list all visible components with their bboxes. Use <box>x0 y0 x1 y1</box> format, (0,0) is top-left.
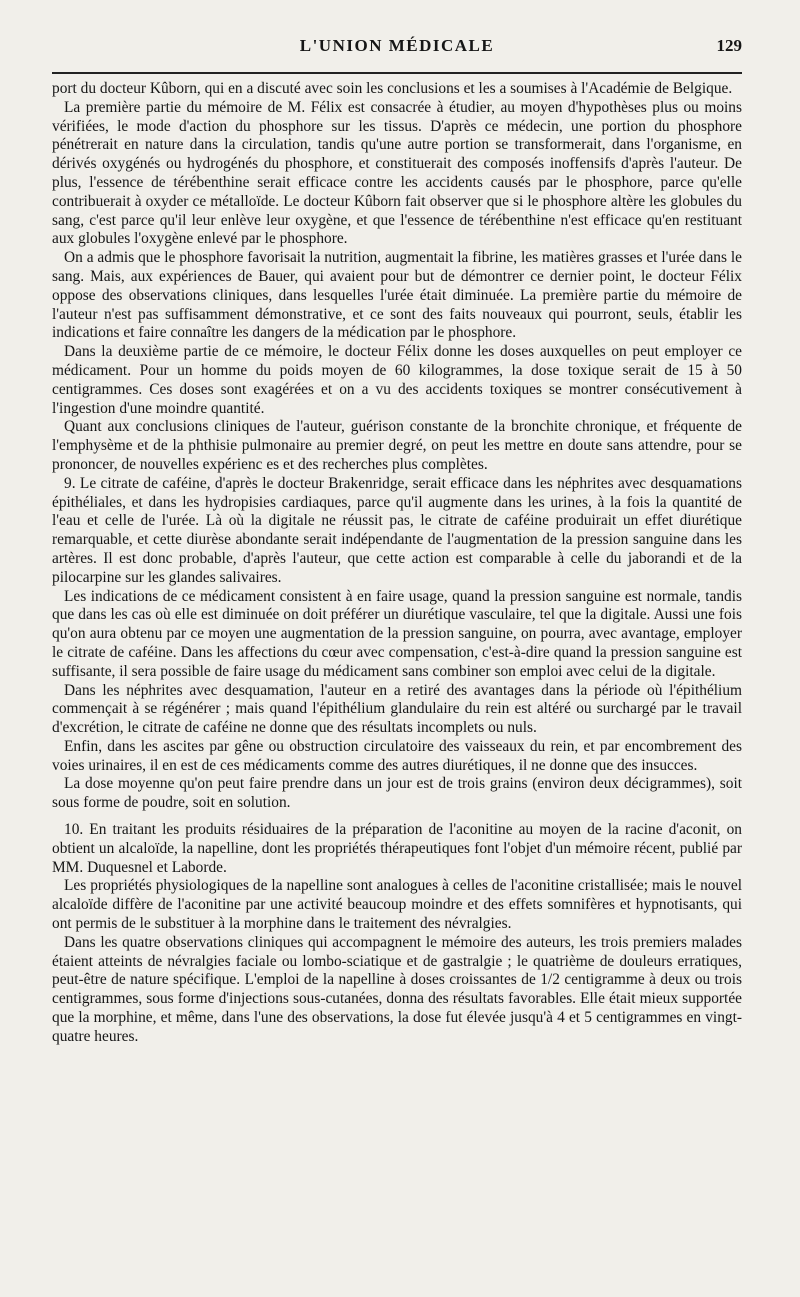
article-body <box>52 80 742 1047</box>
paragraph: Dans les néphrites avec desquamation, l'auteur en a retiré des avantages dans la période où l'épithélium commençait à se régénérer ; mais quand l'épithélium glandulaire du rein est altéré ou surchargé par le travail d'excrétion, le citrate de caféine ne donne que des résultats incomplets ou nuls. <box>52 681 742 737</box>
header-rule <box>52 72 742 74</box>
paragraph: Les indications de ce médicament consistent à en faire usage, quand la pression sanguine est normale, tandis que dans les cas où elle est diminuée on doit préférer un diurétique vasculaire, tel que la digitale. Aussi une fois qu'on aura obtenu par ce moyen une augmentation de la pression sanguine, on pourra, avec avantage, employer le citrate de caféine. Dans les affections du cœur avec compensation, c'est-à-dire quand la pression sanguine est suffisante, il sera possible de faire usage du médicament sans combiner son emploi avec celui de la digitale. <box>52 587 742 680</box>
paragraph: Quant aux conclusions cliniques de l'auteur, guérison constante de la bronchite chronique, et fréquente de l'emphysème et de la phthisie pulmonaire au premier degré, on peut les mettre en doute sans attendre, pour se prononcer, de nouvelles expérienc es et des recherches plus complètes. <box>52 418 742 473</box>
paragraph-continuation: port du docteur Kûborn, qui en a discuté avec soin les conclusions et les a soumises à l'Académie de Belgique. <box>52 80 733 97</box>
journal-title: L'UNION MÉDICALE <box>299 36 495 55</box>
paragraph: Les propriétés physiologiques de la napelline sont analogues à celles de l'aconitine cristallisée; mais le nouvel alcaloïde diffère de l'aconitine par une activité beaucoup moindre et des effets somnifères et hypnotisants, qui ont permis de le substituer à la morphine dans le traitement des névralgies. <box>52 877 742 933</box>
page-number: 129 <box>716 36 742 55</box>
paragraph: La dose moyenne qu'on peut faire prendre dans un jour est de trois grains (environ deux décigrammes), soit sous forme de poudre, soit en solution. <box>52 775 742 812</box>
paragraph: Dans les quatre observations cliniques qui accompagnent le mémoire des auteurs, les trois premiers malades étaient atteints de névralgies faciale ou lombo-sciatique et de gastralgie ; le quatrième de douleurs erratiques, peut-être de nature spécifique. L'emploi de la napelline à doses croissantes de 1/2 centigramme à deux ou trois centigrammes, sous forme d'injections sous-cutanées, donna des résultats favorables. Elle était mieux supportée que la morphine, et même, dans l'une des observations, la dose fut élevée jusqu'à 4 et 5 centigrammes en vingt-quatre heures. <box>52 933 742 1045</box>
paragraph: Dans la deuxième partie de ce mémoire, le docteur Félix donne les doses auxquelles on peut employer ce médicament. Pour un homme du poids moyen de 60 kilogrammes, la dose toxique serait de 15 à 50 centigrammes. Ces doses sont exagérées et on a vu des accidents toxiques se montrer consécutivement à l'ingestion d'une moindre quantité. <box>52 343 742 417</box>
paragraph: On a admis que le phosphore favorisait la nutrition, augmentait la fibrine, les matières grasses et l'urée dans le sang. Mais, aux expériences de Bauer, qui avaient pour but de démontrer ce dernier point, le docteur Félix oppose des observations cliniques, dans lesquelles l'urée était diminuée. La première partie du mémoire de l'auteur n'est pas suffisamment démonstrative, et ce sont des faits nouveaux qui pourront, seuls, établir les indications et faire connaître les dangers de la médication par le phosphore. <box>52 249 742 342</box>
running-header <box>52 36 742 66</box>
paragraph: La première partie du mémoire de M. Félix est consacrée à étudier, au moyen d'hypothèses plus ou moins vérifiées, le mode d'action du phosphore sur les tissus. D'après ce médecin, une portion du phosphore pénétrerait en nature dans la circulation, tandis qu'une autre portion se transformerait, dans l'organisme, en dérivés oxygénés ou hydrogénés du phosphore, et constituerait des composés inoffensifs d'après l'auteur. De plus, l'essence de térébenthine serait efficace contre les accidents causés par le phosphore, parce qu'elle contribuerait à oxyder ce métalloïde. Le docteur Kûborn fait observer que si le phosphore altère les globules du sang, c'est parce qu'il leur enlève leur oxygène, et que l'essence de térébenthine n'est efficace qu'en restituant aux globules l'oxygène enlevé par le phosphore. <box>52 98 742 248</box>
paragraph-section-10: 10. En traitant les produits résiduaires de la préparation de l'aconitine au moyen de la racine d'aconit, on obtient un alcaloïde, la napelline, dont les propriétés thérapeutiques font l'objet d'un mémoire récent, publié par MM. Duquesnel et Laborde. <box>52 821 742 876</box>
paragraph: Enfin, dans les ascites par gêne ou obstruction circulatoire des vaisseaux du rein, et par encombrement des voies urinaires, il en est de ces médicaments comme des autres diurétiques, il ne donne que des insucces. <box>52 737 742 774</box>
paragraph-section-9: 9. Le citrate de caféine, d'après le docteur Brakenridge, serait efficace dans les néphrites avec desquamations épithéliales, et dans les hydropisies cardiaques, parce qu'il augmente dans les urines, à la fois la quantité de l'eau et celle de l'urée. Là où la digitale ne réussit pas, le citrate de caféine produirait un effet diurétique remarquable, et cette diurèse abondante serait indépendante de l'augmentation de la pression sanguine dans les artères. Il est donc probable, d'après l'auteur, que cette action est comparable à celle du jaborandi et de la pilocarpine sur les glandes salivaires. <box>52 474 742 586</box>
